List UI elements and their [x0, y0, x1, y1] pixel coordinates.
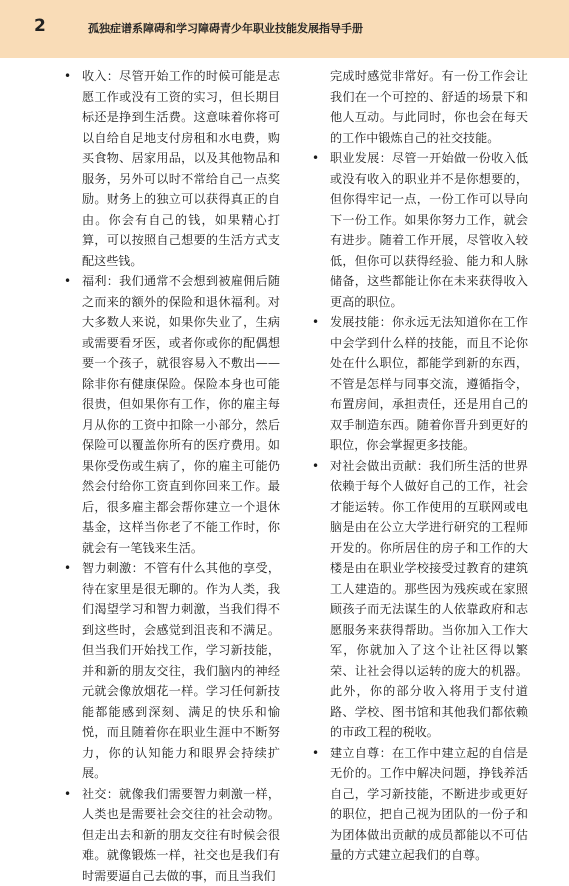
bullet-item-intellectual-stimulation [62, 558, 280, 784]
bullet-icon: • [64, 271, 71, 292]
bullet-item-benefits [62, 271, 280, 558]
bullet-text: 发展技能：你永远无法知道你在工作中会学到什么样的技能，而且不论你处在什么职位，都能学到新的东西，不管是怎样与同事交流，遵循指令，布置房间，承担责任，还是用自己的双手制造东西。随着你晋升到更好的职位，你会掌握更多技能。 [330, 312, 528, 456]
running-title: 孤独症谱系障碍和学习障碍青少年职业技能发展指导手册 [88, 20, 363, 36]
bullet-item-self-esteem [310, 743, 528, 866]
bullet-text: 智力刺激：不管有什么其他的享受，待在家里是很无聊的。作为人类，我们渴望学习和智力刺激，当我们得不到这些时，会感觉到沮丧和不满足。但当我们开始找工作，学习新技能，并和新的朋友交往，我们脑内的神经元就会像放烟花一样。学习任何新技能都能感到深刻、满足的快乐和愉悦，而且随着你在职业生涯中不断努力，你的认知能力和眼界会持续扩展。 [82, 558, 280, 784]
bullet-icon: • [64, 66, 71, 87]
bullet-icon: • [312, 456, 319, 477]
bullet-item-contribute-to-society [310, 456, 528, 743]
bullet-icon: • [312, 743, 319, 764]
bullet-item-social [62, 784, 280, 886]
bullet-item-income [62, 66, 280, 271]
page-number: 2 [34, 16, 46, 36]
bullet-text: 职业发展：尽管一开始做一份收入低或没有收入的职业并不是你想要的，但你得牢记一点，一份工作可以导向下一份工作。如果你努力工作，就会有进步。随着工作开展，尽管收入较低，但你可以获得经验、能力和人脉储备，这些都能让你在未来获得收入更高的职位。 [330, 148, 528, 312]
bullet-text: 建立自尊：在工作中建立起的自信是无价的。工作中解决问题，挣钱养活自己，学习新技能，不断进步或更好的职位，把自己视为团队的一份子和为团体做出贡献的成员都能以不可估量的方式建立起我们的自尊。 [330, 743, 528, 866]
bullet-text: 收入：尽管开始工作的时候可能是志愿工作或没有工资的实习，但长期目标还是挣到生活费。这意味着你将可以自给自足地支付房租和水电费，购买食物、居家用品，以及其他物品和服务，另外可以时不常给自己一点奖励。财务上的独立可以获得真正的自由。你会有自己的钱，如果精心打算，可以按照自己想要的生活方式支配这些钱。 [82, 66, 280, 271]
bullet-icon: • [64, 784, 71, 805]
right-column [310, 66, 528, 866]
bullet-icon: • [64, 558, 71, 579]
bullet-item-skill-development [310, 312, 528, 456]
bullet-text: 社交：就像我们需要智力刺激一样，人类也是需要社会交往的社会动物。但走出去和新的朋友交往有时候会很难。就像锻炼一样，社交也是我们有时需要逼自己去做的事，而且当我们 [82, 784, 280, 886]
social-continuation [310, 66, 528, 148]
bullet-item-career-development [310, 148, 528, 312]
bullet-icon: • [312, 148, 319, 169]
header-band [0, 0, 569, 58]
continuation-text: 完成时感觉非常好。有一份工作会让我们在一个可控的、舒适的场景下和他人互动。与此同时，你也会在每天的工作中锻炼自己的社交技能。 [330, 66, 528, 148]
bullet-text: 福利：我们通常不会想到被雇佣后随之而来的额外的保险和退休福利。对大多数人来说，如果你失业了，生病或需要看牙医，或者你或你的配偶想要一个孩子，就很容易入不敷出——除非你有健康保险。保险本身也可能很贵，但如果你有工作，你的雇主每月从你的工资中扣除一小部分，然后保险可以覆盖你所有的医疗费用。如果你受伤或生病了，你的雇主可能仍然会付给你工资直到你回来工作。最后，很多雇主都会帮你建立一个退休基金，这样当你老了不能工作时，你就会有一笔钱来生活。 [82, 271, 280, 558]
bullet-icon: • [312, 312, 319, 333]
left-column [62, 66, 280, 886]
bullet-text: 对社会做出贡献：我们所生活的世界依赖于每个人做好自己的工作，社会才能运转。你工作使用的互联网或电脑是由在公立大学进行研究的工程师开发的。你所居住的房子和工作的大楼是由在职业学校接受过教育的建筑工人建造的。那些因为残疾或在家照顾孩子而无法谋生的人依靠政府和志愿服务来获得帮助。当你加入工作大军，你就加入了这个让社区得以繁荣、让社会得以运转的庞大的机器。此外，你的部分收入将用于支付道路、学校、图书馆和其他我们都依赖的市政工程的税收。 [330, 456, 528, 743]
